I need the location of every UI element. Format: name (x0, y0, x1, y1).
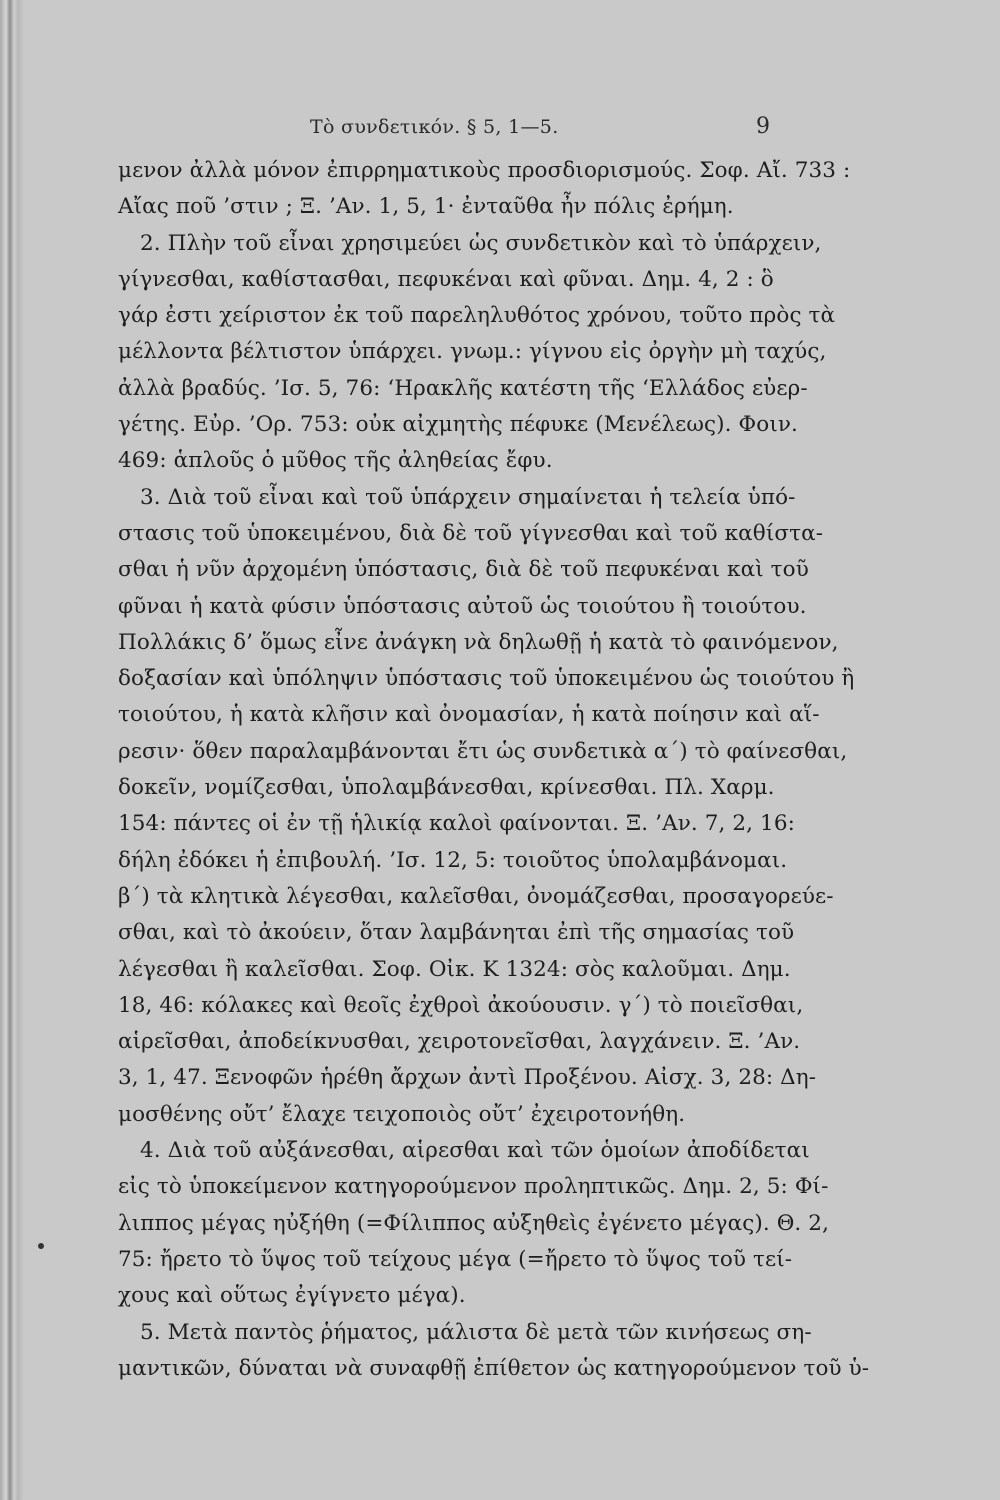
text-line: μοσθένης οὔτ’ ἔλαχε τειχοποιὸς οὔτ’ ἐχειροτονήθη. (118, 1101, 686, 1127)
text-line: σθαι, καὶ τὸ ἀκούειν, ὅταν λαμβάνηται ἐπὶ τῆς σημασίας τοῦ (118, 920, 795, 946)
text-line: γίγνεσθαι, καθίστασθαι, πεφυκέναι καὶ φῦναι. Δημ. 4, 2 : ὃ (118, 266, 774, 292)
text-line: λιππος μέγας ηὐξήθη (=Φίλιππος αὐξηθεὶς ἐγένετο μέγας). Θ. 2, (118, 1210, 830, 1236)
margin-mark (38, 1243, 44, 1249)
text-line: εἰς τὸ ὑποκείμενον κατηγορούμενον προληπτικῶς. Δημ. 2, 5: Φί- (118, 1174, 829, 1200)
text-line: γέτης. Εὐρ. ’Ορ. 753: οὐκ αἰχμητὴς πέφυκε (Μενέλεως). Φοιν. (118, 412, 798, 438)
text-line: Αἴας ποῦ ’στιν ; Ξ. ’Αν. 1, 5, 1· ἐνταῦθα ἦν πόλις ἐρήμη. (118, 194, 734, 220)
text-line: δήλη ἐδόκει ἡ ἐπιβουλή. ’Ισ. 12, 5: τοιοῦτος ὑπολαμβάνομαι. (118, 847, 788, 873)
page-number: 9 (756, 114, 770, 139)
text-line: μέλλοντα βέλτιστον ὑπάρχει. γνωμ.: γίγνου εἰς ὀργὴν μὴ ταχύς, (118, 339, 827, 365)
text-line: στασις τοῦ ὑποκειμένου, διὰ δὲ τοῦ γίγνεσθαι καὶ τοῦ καθίστα- (118, 520, 824, 546)
text-line: φῦναι ἡ κατὰ φύσιν ὑπόστασις αὐτοῦ ὡς τοιούτου ἢ τοιούτου. (118, 593, 807, 619)
text-line: ρεσιν· ὅθεν παραλαμβάνονται ἔτι ὡς συνδετικὰ α΄) τὸ φαίνεσθαι, (118, 738, 848, 764)
text-line: 3. Διὰ τοῦ εἶναι καὶ τοῦ ὑπάρχειν σημαίνεται ἡ τελεία ὑπό- (140, 484, 796, 510)
text-line: γάρ ἐστι χείριστον ἐκ τοῦ παρεληλυθότος χρόνου, τοῦτο πρὸς τὰ (118, 303, 836, 329)
text-line: σθαι ἡ νῦν ἀρχομένη ὑπόστασις, διὰ δὲ τοῦ πεφυκέναι καὶ τοῦ (118, 557, 809, 583)
page-binding-edge (0, 0, 24, 1500)
text-line: τοιούτου, ἡ κατὰ κλῆσιν καὶ ὀνομασίαν, ἡ κατὰ ποίησιν καὶ αἵ- (118, 702, 820, 728)
text-line: 75: ἤρετο τὸ ὕψος τοῦ τείχους μέγα (=ἤρετο τὸ ὕψος τοῦ τεί- (118, 1246, 793, 1272)
page-header (135, 112, 770, 148)
text-line: 2. Πλὴν τοῦ εἶναι χρησιμεύει ὡς συνδετικὸν καὶ τὸ ὑπάρχειν, (140, 230, 822, 256)
running-title: Τὸ συνδετικόν. § 5, 1—5. (310, 116, 559, 138)
text-line: ἀλλὰ βραδύς. ’Ισ. 5, 76: ‘Ηρακλῆς κατέστη τῆς ‘Ελλάδος εὐερ- (118, 375, 808, 401)
text-line: β΄) τὰ κλητικὰ λέγεσθαι, καλεῖσθαι, ὀνομάζεσθαι, προσαγορεύε- (118, 883, 834, 909)
text-line: Πολλάκις δ’ ὅμως εἶνε ἀνάγκη νὰ δηλωθῇ ἡ κατὰ τὸ φαινόμενον, (118, 629, 839, 655)
text-line: μαντικῶν, δύναται νὰ συναφθῇ ἐπίθετον ὡς κατηγορούμενον τοῦ ὑ- (118, 1355, 870, 1381)
text-line: 469: ἁπλοῦς ὁ μῦθος τῆς ἀληθείας ἔφυ. (118, 448, 553, 474)
text-line: 3, 1, 47. Ξενοφῶν ἡρέθη ἄρχων ἀντὶ Προξένου. Αἰσχ. 3, 28: Δη- (118, 1065, 817, 1091)
body-text (118, 153, 870, 1387)
text-line: αἱρεῖσθαι, ἀποδείκνυσθαι, χειροτονεῖσθαι, λαγχάνειν. Ξ. ’Αν. (118, 1029, 801, 1055)
text-line: 18, 46: κόλακες καὶ θεοῖς ἐχθροὶ ἀκούουσιν. γ΄) τὸ ποιεῖσθαι, (118, 992, 804, 1018)
text-line: δοξασίαν καὶ ὑπόληψιν ὑπόστασις τοῦ ὑποκειμένου ὡς τοιούτου ἢ (118, 666, 855, 692)
text-line: 5. Μετὰ παντὸς ῥήματος, μάλιστα δὲ μετὰ τῶν κινήσεως ση- (140, 1319, 812, 1345)
text-line: μενον ἀλλὰ μόνον ἐπιρρηματικοὺς προσδιορισμούς. Σοφ. Αἴ. 733 : (118, 158, 851, 183)
text-line: χους καὶ οὕτως ἐγίγνετο μέγα). (118, 1283, 466, 1309)
text-line: 154: πάντες οἱ ἐν τῇ ἡλικίᾳ καλοὶ φαίνονται. Ξ. ’Αν. 7, 2, 16: (118, 811, 795, 837)
text-line: λέγεσθαι ἢ καλεῖσθαι. Σοφ. Οἰκ. Κ 1324: σὸς καλοῦμαι. Δημ. (118, 956, 791, 982)
text-line: δοκεῖν, νομίζεσθαι, ὑπολαμβάνεσθαι, κρίνεσθαι. Πλ. Χαρμ. (118, 775, 775, 801)
text-line: 4. Διὰ τοῦ αὐξάνεσθαι, αἱρεσθαι καὶ τῶν ὁμοίων ἀποδίδεται (140, 1138, 810, 1164)
